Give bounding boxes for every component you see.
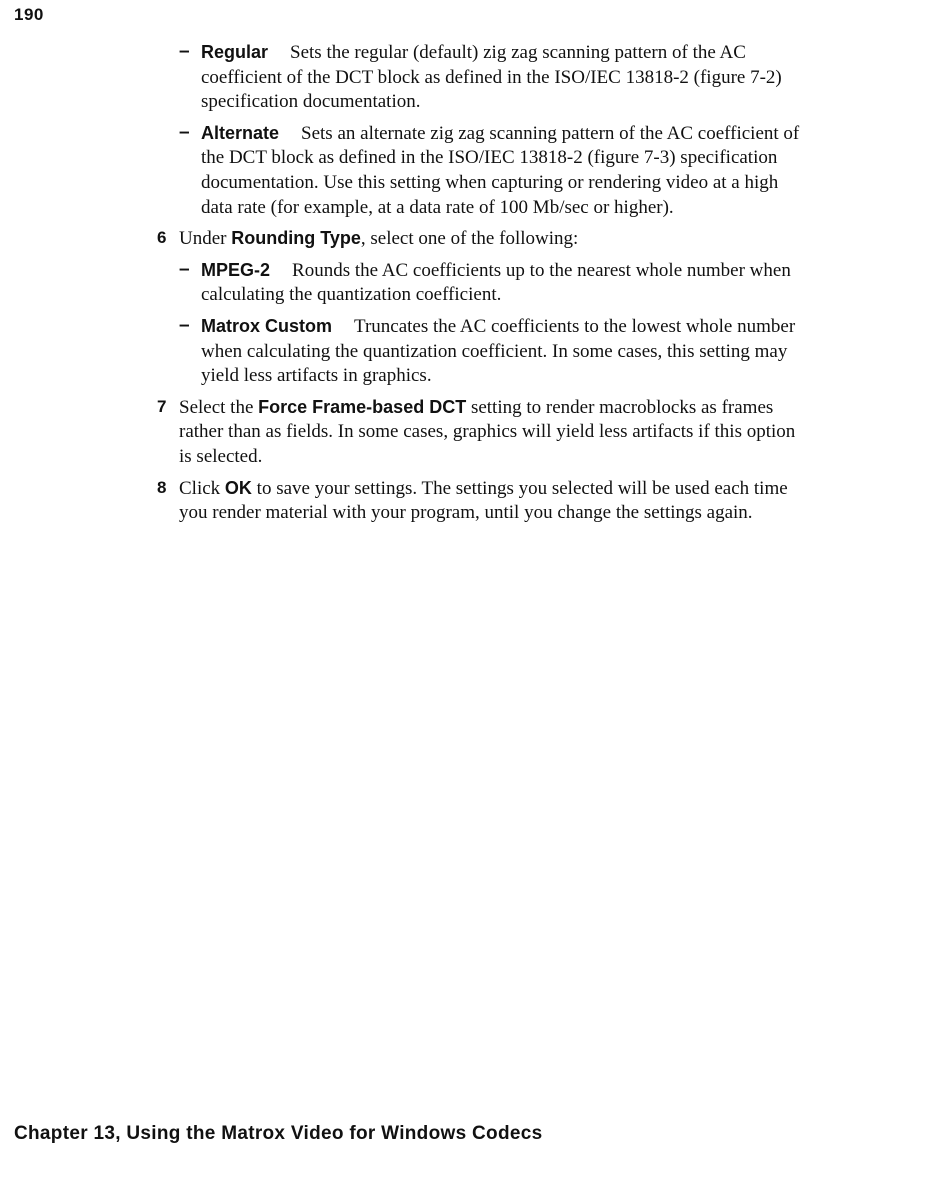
step-8-text-post: to save your settings. The settings you selected will be used each time you render material with your program, until you change the settings again. <box>179 477 788 524</box>
list-item-matrox-custom <box>0 314 801 389</box>
dash-bullet: – <box>179 41 190 62</box>
list-item-mpeg2 <box>0 258 801 308</box>
step-7 <box>0 395 801 470</box>
step-7-text-pre: Select the <box>179 396 259 418</box>
step-8-term: OK <box>224 477 252 498</box>
step-7-text-post: setting to render macroblocks as frames rather than as fields. In some cases, graphics will yield less artifacts if this option is selected. <box>179 396 796 467</box>
page-content <box>0 40 950 532</box>
step-8-text-pre: Click <box>179 477 225 499</box>
page-number: 190 <box>14 5 44 24</box>
step-number: 7 <box>157 396 167 416</box>
description-matrox-custom: Truncates the AC coefficients to the lowest whole number when calculating the quantization coefficient. In some cases, this setting may yield less artifacts in graphics. <box>201 315 796 387</box>
description-regular: Sets the regular (default) zig zag scanning pattern of the AC coefficient of the DCT block as defined in the ISO/IEC 13818-2 (figure 7-2) specification documentation. <box>201 42 782 113</box>
step-6 <box>0 226 801 252</box>
step-8 <box>0 476 801 526</box>
step-6-text-pre: Under <box>179 228 232 250</box>
description-alternate: Sets an alternate zig zag scanning pattern of the AC coefficient of the DCT block as defined in the ISO/IEC 13818-2 (figure 7-3) specification documentation. Use this setting when capturing or rendering video at a high data rate (for example, at a data rate of 100 Mb/sec or higher). <box>201 122 800 218</box>
term-alternate: Alternate <box>201 122 280 143</box>
term-mpeg2: MPEG-2 <box>201 259 271 280</box>
step-number: 6 <box>157 228 167 248</box>
step-number: 8 <box>157 477 167 497</box>
dash-bullet: – <box>179 121 190 143</box>
step-6-term: Rounding Type <box>231 228 361 249</box>
chapter-footer: Chapter 13, Using the Matrox Video for Windows Codecs <box>14 1123 543 1144</box>
list-item-regular <box>0 40 801 115</box>
term-matrox-custom: Matrox Custom <box>201 315 333 336</box>
description-mpeg2: Rounds the AC coefficients up to the nearest whole number when calculating the quantization coefficient. <box>201 259 791 306</box>
step-7-term: Force Frame-based DCT <box>258 396 467 417</box>
step-6-text-post: , select one of the following: <box>360 228 579 250</box>
list-item-alternate <box>0 121 801 220</box>
dash-bullet: – <box>179 258 190 280</box>
term-regular: Regular <box>201 42 269 62</box>
dash-bullet: – <box>179 314 190 336</box>
